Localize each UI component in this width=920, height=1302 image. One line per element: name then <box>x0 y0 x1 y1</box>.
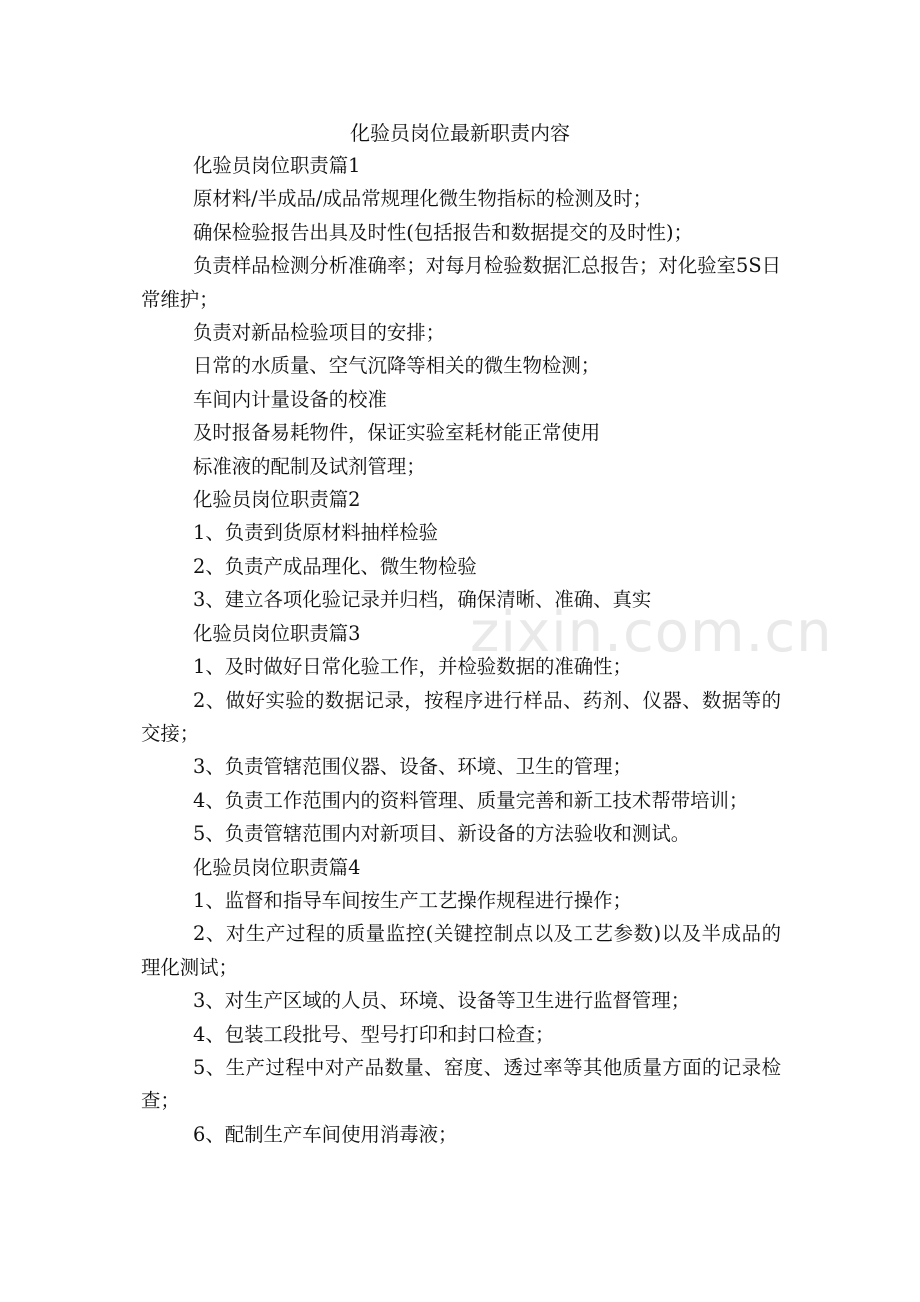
paragraph: 负责样品检测分析准确率；对每月检验数据汇总报告；对化验室5S日常维护； <box>141 254 781 311</box>
watermark-text: zixin.com.cn <box>470 600 833 665</box>
paragraph: 5、负责管辖范围内对新项目、新设备的方法验收和测试。 <box>193 822 691 846</box>
paragraph: 1、及时做好日常化验工作，并检验数据的准确性； <box>193 655 632 679</box>
paragraph: 1、监督和指导车间按生产工艺操作规程进行操作； <box>193 888 632 912</box>
paragraph: 3、对生产区域的人员、环境、设备等卫生进行监督管理； <box>193 989 691 1013</box>
paragraph: 6、配制生产车间使用消毒液； <box>193 1122 458 1146</box>
section-heading-4: 化验员岗位职责篇4 <box>193 855 361 879</box>
paragraph: 确保检验报告出具及时性(包括报告和数据提交的及时性)； <box>193 220 693 244</box>
paragraph: 3、负责管辖范围仪器、设备、环境、卫生的管理； <box>193 755 632 779</box>
paragraph: 2、对生产过程的质量监控(关键控制点以及工艺参数)以及半成品的理化测试； <box>141 922 781 979</box>
paragraph: 2、负责产成品理化、微生物检验 <box>193 554 477 578</box>
paragraph: 4、包装工段批号、型号打印和封口检查； <box>193 1022 555 1046</box>
document-title: 化验员岗位最新职责内容 <box>350 121 570 145</box>
paragraph: 车间内计量设备的校准 <box>193 387 387 411</box>
document-body <box>141 149 781 1151</box>
paragraph: 标准液的配制及试剂管理； <box>193 454 426 478</box>
paragraph: 及时报备易耗物件，保证实验室耗材能正常使用 <box>193 421 601 445</box>
paragraph: 2、做好实验的数据记录，按程序进行样品、药剂、仪器、数据等的交接； <box>141 688 781 745</box>
section-heading-3: 化验员岗位职责篇3 <box>193 621 361 645</box>
section-heading-1: 化验员岗位职责篇1 <box>193 154 361 177</box>
paragraph: 1、负责到货原材料抽样检验 <box>193 521 439 545</box>
paragraph: 负责对新品检验项目的安排； <box>193 321 446 345</box>
paragraph: 日常的水质量、空气沉降等相关的微生物检测； <box>193 354 601 378</box>
paragraph: 原材料/半成品/成品常规理化微生物指标的检测及时； <box>193 187 653 211</box>
paragraph: 5、生产过程中对产品数量、窑度、透过率等其他质量方面的记录检查； <box>141 1055 781 1113</box>
paragraph: 4、负责工作范围内的资料管理、质量完善和新工技术帮带培训； <box>193 788 749 812</box>
section-heading-2: 化验员岗位职责篇2 <box>193 488 361 512</box>
paragraph: 3、建立各项化验记录并归档，确保清晰、准确、真实 <box>193 588 652 612</box>
